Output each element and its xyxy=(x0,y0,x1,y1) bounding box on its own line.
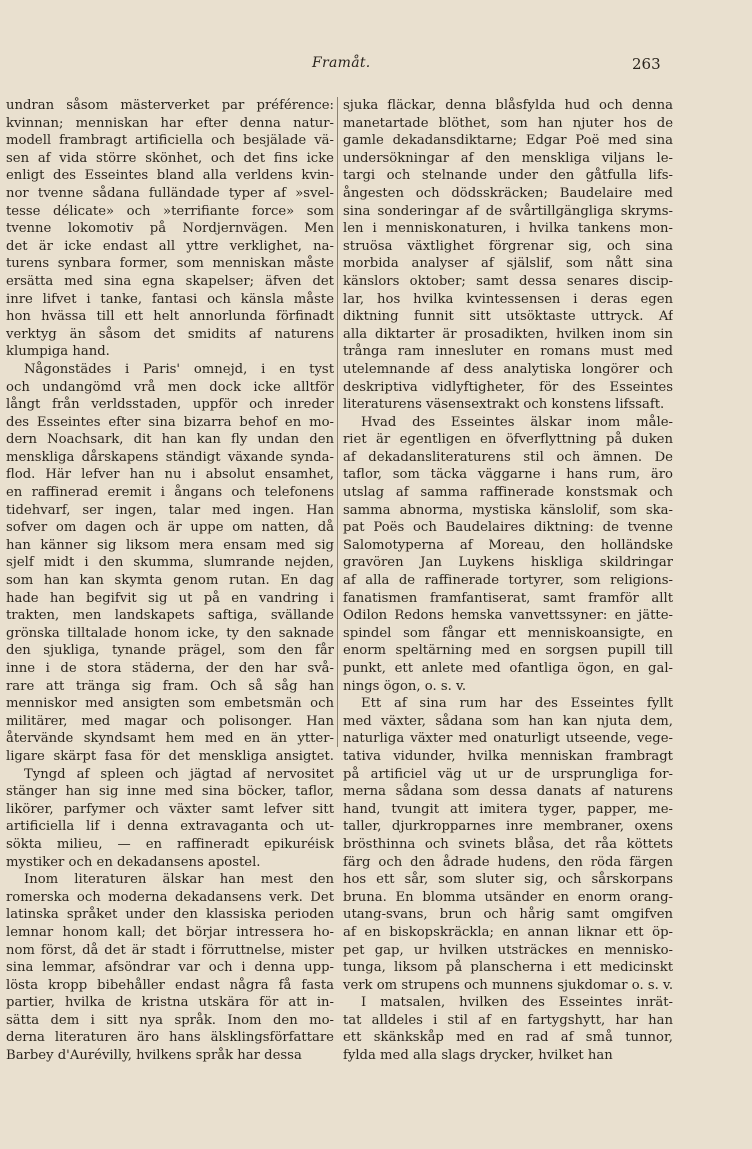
text-line: manetartade blöthet, som han njuter hos de xyxy=(343,115,673,131)
text-line: trånga ram innesluter en romans must med xyxy=(343,344,673,360)
text-line: menskliga dårskapens ständigt växande synda- xyxy=(6,449,334,465)
text-line: Ett af sina rum har des Esseintes fyllt xyxy=(361,696,673,712)
text-line: återvände skyndsamt hem med en än ytter- xyxy=(6,731,334,747)
text-line: gravören Jan Luykens hiskliga skildringar xyxy=(343,555,673,571)
text-line: punkt, ett anlete med ofantliga ögon, en gal- xyxy=(343,661,673,676)
text-line: pet gap, ur hvilken utsträckes en mennisko- xyxy=(343,942,673,958)
text-line: targi och stelnande under den gåtfulla lifs- xyxy=(343,168,673,184)
text-line: nor tvenne sådana fulländade typer af »svel- xyxy=(6,185,334,201)
text-line: inne i de stora städerna, der den har svå- xyxy=(6,661,334,676)
text-line: gamle dekadansdiktarne; Edgar Poë med sina xyxy=(343,133,673,149)
text-line: nings ögon, o. s. v. xyxy=(343,678,467,694)
page-number: 263 xyxy=(632,55,661,73)
text-line: af alla de raffinerade tortyrer, som religions- xyxy=(343,573,673,589)
text-line: struösa växtlighet förgrenar sig, och sina xyxy=(343,238,673,254)
text-line: på artificiel väg ut ur de ursprungliga for- xyxy=(343,766,673,782)
text-line: modell frambragt artificiella och besjälade vä- xyxy=(6,133,334,149)
text-line: Salomotyperna af Moreau, den holländske xyxy=(343,537,673,553)
text-line: romerska och moderna dekadansens verk. Det xyxy=(6,889,334,905)
text-line: ligare skärpt fasa för det menskliga ansigtet. xyxy=(6,748,334,764)
text-line: trakten, men landskapets saftiga, svällande xyxy=(6,608,334,624)
text-line: af en biskopskräckla; en annan liknar ett öp- xyxy=(343,924,673,940)
text-line: turens synbara former, som menniskan måste xyxy=(6,256,334,272)
text-line: sofver om dagen och är uppe om natten, då xyxy=(6,520,334,536)
text-line: sökta milieu, — en raffineradt epikuréisk xyxy=(6,836,334,852)
text-line: brösthinna och svinets blåsa, det råa köttets xyxy=(343,836,673,852)
text-line: som han kan skymta genom rutan. En dag xyxy=(6,573,334,589)
text-line: taller, djurkropparnes inre membraner, oxens xyxy=(343,819,673,835)
right-text-column xyxy=(343,97,673,1065)
text-line: mystiker och en dekadansens apostel. xyxy=(6,854,261,870)
text-line: sjuka fläckar, denna blåsfylda hud och denna xyxy=(343,98,673,113)
text-line: utang-svans, brun och hårig samt omgifven xyxy=(343,907,673,923)
text-line: partier, hvilka de kristna utskära för att in- xyxy=(6,995,334,1011)
text-line: ersätta med sina egna skapelser; äfven det xyxy=(6,273,334,289)
text-line: rare att tränga sig fram. Och så såg han xyxy=(6,678,334,694)
text-line: Tyngd af spleen och jägtad af nervositet xyxy=(24,766,334,782)
text-line: artificiella lif i denna extravaganta och ut- xyxy=(6,819,334,835)
text-line: hon hvässa till ett helt annorlunda förfinadt xyxy=(6,309,334,325)
text-line: latinska språket under den klassiska perioden xyxy=(6,907,334,923)
text-line: undersökningar af den menskliga viljans le- xyxy=(343,150,673,166)
text-line: klumpiga hand. xyxy=(6,344,110,360)
text-line: känslors oktober; samt dessa senares discip- xyxy=(343,273,673,289)
text-line: nom först, då det är stadt i förruttnelse, mister xyxy=(6,942,334,958)
text-line: tvenne lokomotiv på Nordjernvägen. Men xyxy=(6,221,334,237)
text-line: hade han begifvit sig ut på en vandring i xyxy=(6,590,334,606)
text-line: och undangömd vrå men dock icke alltför xyxy=(6,379,334,395)
text-line: Odilon Redons hemska vanvettssyner: en jätte- xyxy=(343,608,673,624)
text-line: enligt des Esseintes bland alla verldens kvin- xyxy=(6,168,334,184)
text-line: pat Poës och Baudelaires diktning: de tvenne xyxy=(343,520,673,536)
text-line: derna literaturen äro hans älsklingsförfattare xyxy=(6,1030,334,1046)
text-line: fylda med alla slags drycker, hvilket han xyxy=(343,1048,613,1064)
text-line: verktyg än såsom det smidits af naturens xyxy=(6,326,334,342)
text-line: en raffinerad eremit i ångans och telefonens xyxy=(6,485,334,501)
text-line: tidehvarf, ser ingen, talar med ingen. Han xyxy=(6,502,334,518)
text-line: dern Noachsark, dit han kan fly undan den xyxy=(6,432,334,448)
text-line: Någonstädes i Paris' omnejd, i en tyst xyxy=(24,361,334,377)
text-line: fanatismen framfantiserat, samt framför allt xyxy=(343,590,673,606)
text-line: alla diktarter är prosadikten, hvilken inom sin xyxy=(343,326,673,342)
text-line: grönska tilltalade honom icke, ty den saknade xyxy=(6,625,334,641)
text-line: Hvad des Esseintes älskar inom måle- xyxy=(361,414,673,430)
text-line: samma abnorma, mystiska känslolif, som ska- xyxy=(343,502,673,518)
left-text-column xyxy=(6,97,334,1065)
text-line: tesse délicate» och »terrifiante force» som xyxy=(6,203,334,219)
text-line: verk om strupens och munnens sjukdomar o. s. v. xyxy=(343,977,673,993)
text-line: des Esseintes efter sina bizarra behof en mo- xyxy=(6,414,334,430)
text-line: utelemnande af dess analytiska longörer och xyxy=(343,361,673,377)
text-line: hand, tvungit att imitera tyger, papper, me- xyxy=(343,801,673,817)
text-line: lemnar honom kall; det börjar intressera ho- xyxy=(6,924,334,940)
text-line: diktning funnit sitt utsöktaste uttryck. Af xyxy=(343,309,673,325)
text-line: militärer, med magar och polisonger. Han xyxy=(6,713,334,729)
text-line: ett skänkskåp med en rad af små tunnor, xyxy=(343,1030,673,1046)
text-line: tunga, liksom på planscherna i ett medicinskt xyxy=(343,960,673,976)
text-line: det är icke endast all yttre verklighet, na- xyxy=(6,238,334,254)
text-line: sina lemmar, afsöndrar var och i denna upp- xyxy=(6,960,334,976)
text-line: ångesten och dödsskräcken; Baudelaire med xyxy=(343,185,673,201)
text-line: sjelf midt i den skumma, slumrande nejden, xyxy=(6,555,334,571)
text-line: undran såsom mästerverket par préférence: xyxy=(6,98,334,113)
text-line: bruna. En blomma utsänder en enorm orang- xyxy=(343,889,673,905)
text-line: färg och den ådrade hudens, den röda färgen xyxy=(343,854,673,870)
text-line: tativa vidunder, hvilka menniskan frambragt xyxy=(343,748,673,764)
text-line: len i menniskonaturen, i hvilka tankens mon- xyxy=(343,221,673,237)
running-title: Framåt. xyxy=(312,55,371,71)
text-line: med växter, sådana som han kan njuta dem, xyxy=(343,713,673,729)
text-line: merna sådana som dessa danats af naturens xyxy=(343,784,673,800)
text-line: literaturens väsensextrakt och konstens lifssaft. xyxy=(343,397,665,413)
text-line: tat alldeles i stil af en fartygshytt, har han xyxy=(343,1012,673,1028)
text-line: Inom literaturen älskar han mest den xyxy=(24,872,334,888)
text-line: riet är egentligen en öfverflyttning på duken xyxy=(343,432,673,448)
text-line: af dekadansliteraturens stil och ämnen. De xyxy=(343,449,673,465)
column-divider xyxy=(337,97,338,747)
text-line: den sjukliga, tynande prägel, som den får xyxy=(6,643,334,659)
text-line: sina sonderingar af de svårtillgängliga skryms- xyxy=(343,203,673,219)
text-line: morbida analyser af själslif, som nått sina xyxy=(343,256,673,272)
text-line: taflor, som täcka väggarne i hans rum, äro xyxy=(343,467,673,483)
text-line: kvinnan; menniskan har efter denna natur- xyxy=(6,115,334,131)
text-line: I matsalen, hvilken des Esseintes inrät- xyxy=(361,995,673,1011)
text-line: inre lifvet i tanke, fantasi och känsla måste xyxy=(6,291,334,307)
text-line: sen af vida större skönhet, och det fins icke xyxy=(6,150,334,166)
text-line: naturliga växter med onaturligt utseende, vege- xyxy=(343,731,673,747)
text-line: utslag af samma raffinerade konstsmak och xyxy=(343,485,673,501)
text-line: stänger han sig inne med sina böcker, taflor, xyxy=(6,784,334,800)
text-line: han känner sig liksom mera ensam med sig xyxy=(6,537,334,553)
text-line: menniskor med ansigten som embetsmän och xyxy=(6,696,334,712)
text-line: deskriptiva vidlyftigheter, för des Esseintes xyxy=(343,379,673,395)
text-line: hos ett sår, som sluter sig, och sårskorpans xyxy=(343,872,673,888)
text-line: flod. Här lefver han nu i absolut ensamhet, xyxy=(6,467,334,483)
text-line: sätta dem i sitt nya språk. Inom den mo- xyxy=(6,1012,334,1028)
text-line: lösta kropp bibehåller endast några få fasta xyxy=(6,977,334,993)
text-line: Barbey d'Aurévilly, hvilkens språk har dessa xyxy=(6,1048,302,1064)
text-line: långt från verldsstaden, uppför och inreder xyxy=(6,397,334,413)
text-line: likörer, parfymer och växter samt lefver sitt xyxy=(6,801,334,817)
text-line: spindel som fångar ett menniskoansigte, en xyxy=(343,625,673,641)
text-line: lar, hos hvilka kvintessensen i deras egen xyxy=(343,291,673,307)
text-line: enorm speltärning med en sorgsen pupill till xyxy=(343,643,673,659)
